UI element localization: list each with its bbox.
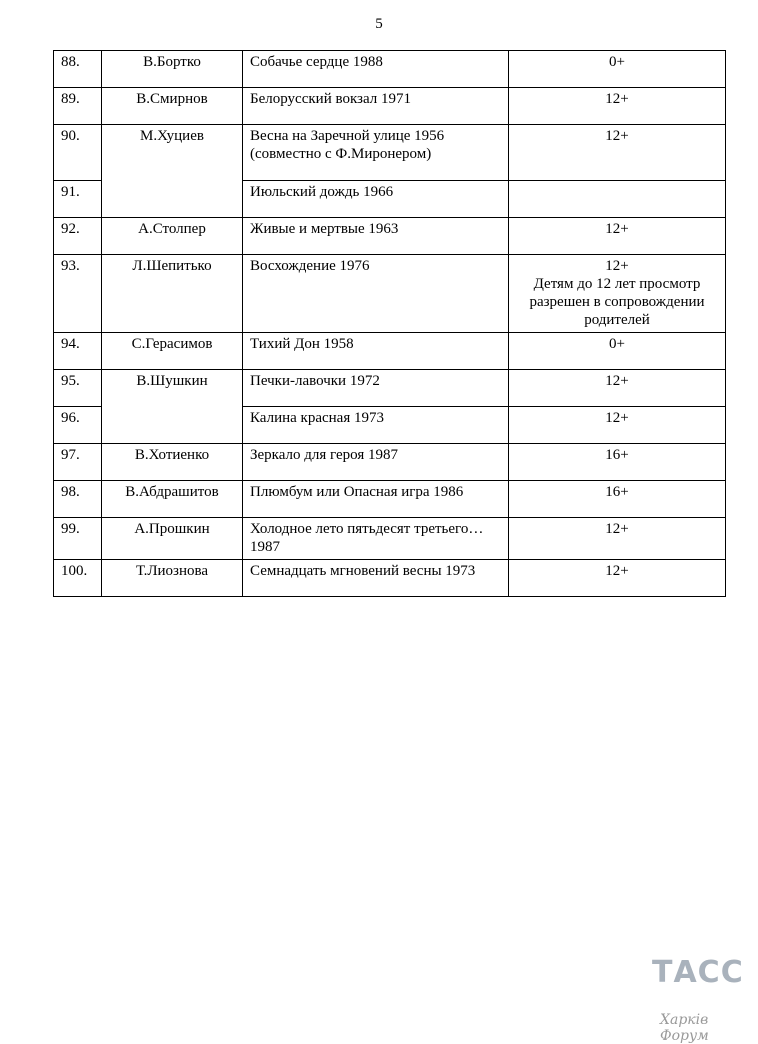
table-row	[54, 444, 726, 481]
age-rating-cell: 12+	[509, 560, 726, 597]
table-row	[54, 518, 726, 560]
age-rating-cell: 0+	[509, 51, 726, 88]
director-cell: В.Хотиенко	[102, 444, 243, 481]
age-rating-cell: 12+	[509, 218, 726, 255]
tass-logo: ТАСС	[652, 955, 744, 990]
director-cell: М.Хуциев	[102, 125, 243, 218]
table-row	[54, 88, 726, 125]
row-number: 97.	[54, 444, 102, 481]
director-cell: А.Столпер	[102, 218, 243, 255]
table-row	[54, 370, 726, 407]
film-title-cell: Семнадцать мгновений весны 1973	[243, 560, 509, 597]
row-number: 88.	[54, 51, 102, 88]
table-row	[54, 560, 726, 597]
row-number: 91.	[54, 181, 102, 218]
director-cell: А.Прошкин	[102, 518, 243, 560]
age-rating-cell: 12+	[509, 370, 726, 407]
age-rating-cell: 16+	[509, 481, 726, 518]
film-title-cell: Печки-лавочки 1972	[243, 370, 509, 407]
row-number: 98.	[54, 481, 102, 518]
age-rating-value: 12+	[605, 258, 629, 274]
director-cell: Л.Шепитько	[102, 255, 243, 333]
age-rating-cell	[509, 181, 726, 218]
director-cell: В.Абдрашитов	[102, 481, 243, 518]
director-cell: В.Смирнов	[102, 88, 243, 125]
age-rating-cell: 12+	[509, 125, 726, 181]
age-rating-cell: 16+	[509, 444, 726, 481]
table-row	[54, 125, 726, 181]
film-title-cell: Восхождение 1976	[243, 255, 509, 333]
age-rating-note: Детям до 12 лет просмотр разрешен в сопровождении родителей	[529, 276, 705, 328]
age-rating-cell	[509, 255, 726, 333]
row-number: 90.	[54, 125, 102, 181]
row-number: 93.	[54, 255, 102, 333]
row-number: 94.	[54, 333, 102, 370]
page-number: 5	[375, 16, 383, 32]
row-number: 95.	[54, 370, 102, 407]
film-title-cell: Живые и мертвые 1963	[243, 218, 509, 255]
film-title-cell: Холодное лето пятьдесят третьего…1987	[243, 518, 509, 560]
film-title-cell: Июльский дождь 1966	[243, 181, 509, 218]
row-number: 89.	[54, 88, 102, 125]
age-rating-cell: 12+	[509, 518, 726, 560]
table-row	[54, 333, 726, 370]
film-title-cell: Зеркало для героя 1987	[243, 444, 509, 481]
age-rating-cell: 12+	[509, 407, 726, 444]
row-number: 96.	[54, 407, 102, 444]
film-title-cell: Калина красная 1973	[243, 407, 509, 444]
table-row	[54, 481, 726, 518]
age-rating-cell: 12+	[509, 88, 726, 125]
film-title-cell: Собачье сердце 1988	[243, 51, 509, 88]
table-row	[54, 218, 726, 255]
table-row	[54, 255, 726, 333]
age-rating-cell: 0+	[509, 333, 726, 370]
director-cell: В.Шушкин	[102, 370, 243, 444]
row-number: 99.	[54, 518, 102, 560]
director-cell: С.Герасимов	[102, 333, 243, 370]
films-table	[53, 50, 726, 597]
table-row	[54, 51, 726, 88]
film-title-cell: Плюмбум или Опасная игра 1986	[243, 481, 509, 518]
film-title-cell: Белорусский вокзал 1971	[243, 88, 509, 125]
row-number: 92.	[54, 218, 102, 255]
row-number: 100.	[54, 560, 102, 597]
forum-watermark: Харків Форум	[660, 1012, 709, 1044]
film-title-cell: Весна на Заречной улице 1956 (совместно с Ф.Миронером)	[243, 125, 509, 181]
film-title-cell: Тихий Дон 1958	[243, 333, 509, 370]
director-cell: В.Бортко	[102, 51, 243, 88]
director-cell: Т.Лиознова	[102, 560, 243, 597]
